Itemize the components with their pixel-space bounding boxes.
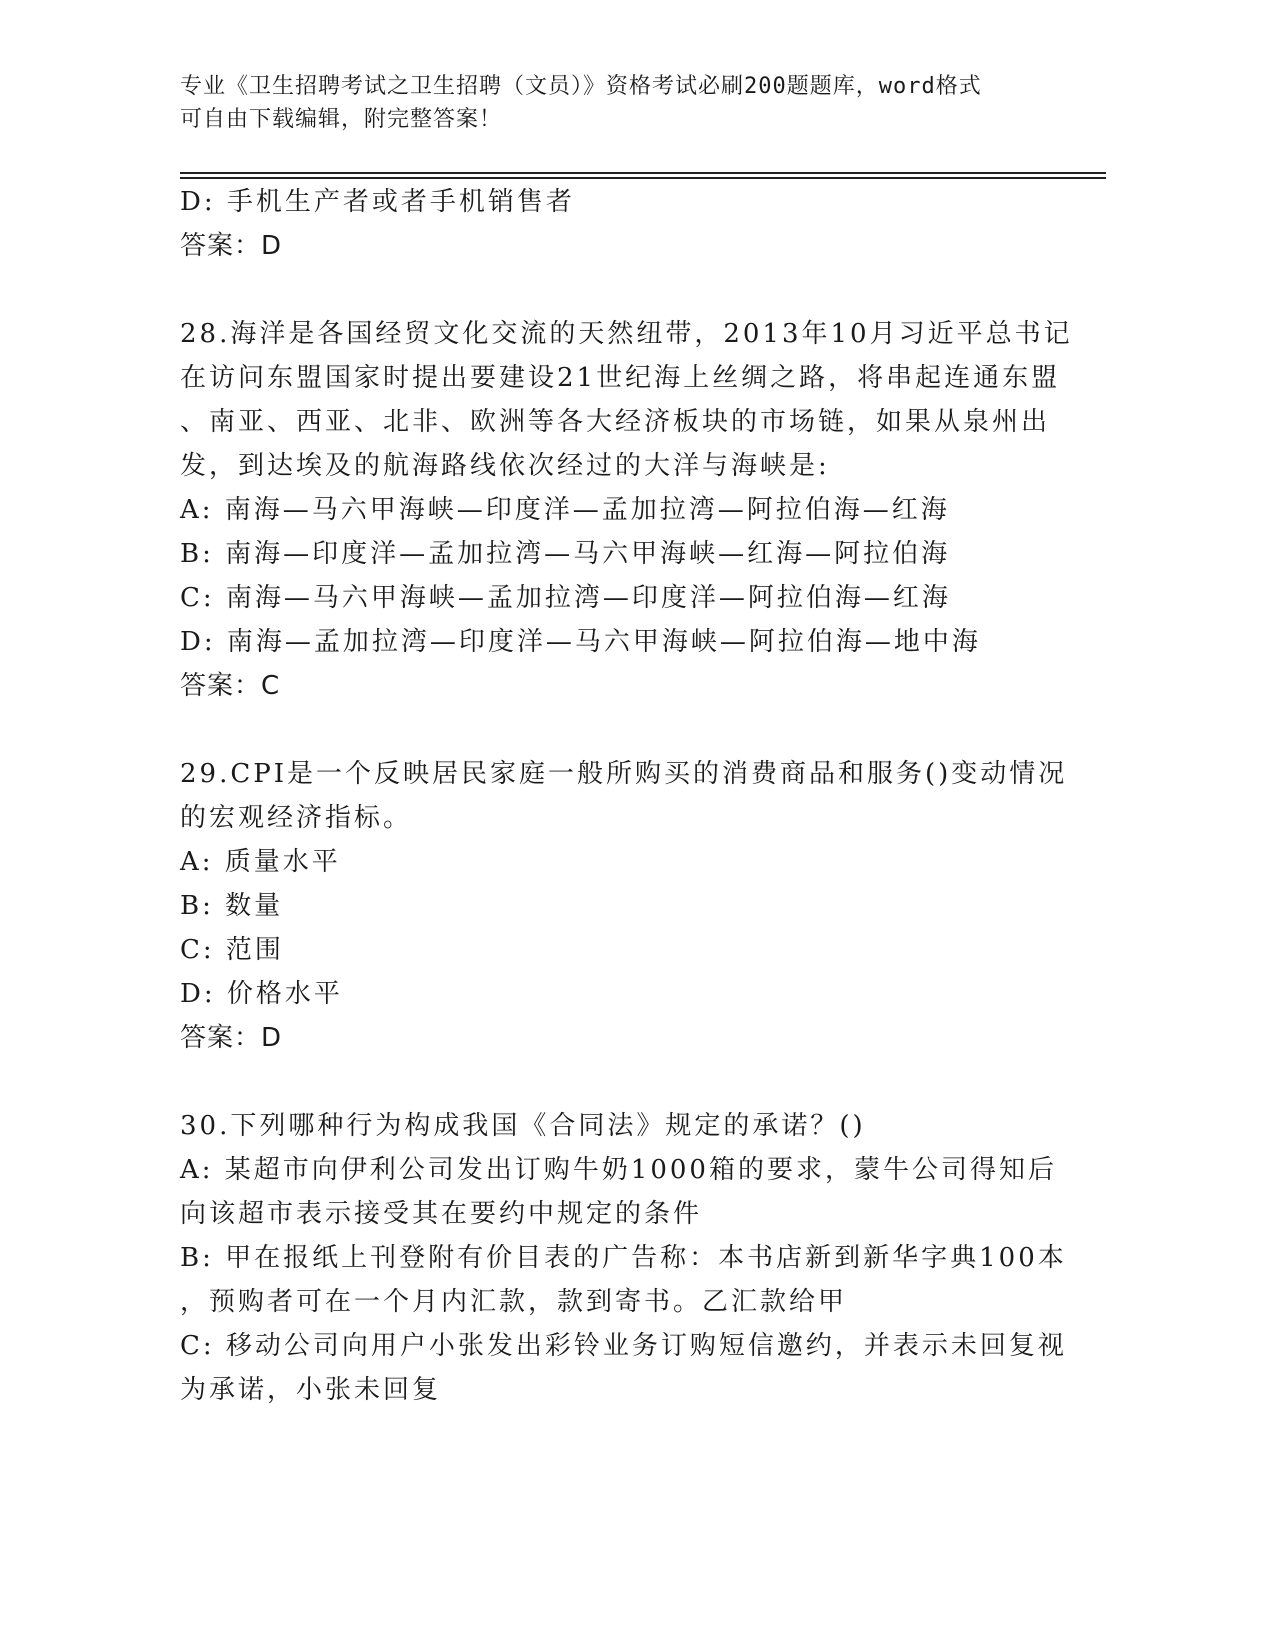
question-28-stem-line: 、南亚、西亚、北非、欧洲等各大经济板块的市场链，如果从泉州出 [180, 407, 1051, 437]
question-29-option-d: D: 价格水平 [180, 979, 343, 1009]
question-29-answer: 答案：D [180, 1023, 283, 1053]
question-27-option-d: D: 手机生产者或者手机销售者 [180, 187, 575, 217]
question-29-option-b: B: 数量 [180, 891, 284, 921]
question-30-option-b: B: 甲在报纸上刊登附有价目表的广告称：本书店新到新华字典100本 [180, 1243, 1067, 1273]
question-30-option-a: A: 某超市向伊利公司发出订购牛奶1000箱的要求，蒙牛公司得知后 [180, 1155, 1057, 1185]
question-28-option-b: B: 南海—印度洋—孟加拉湾—马六甲海峡—红海—阿拉伯海 [180, 539, 951, 569]
question-28-stem-line: 发，到达埃及的航海路线依次经过的大洋与海峡是: [180, 451, 830, 481]
header-line-1: 专业《卫生招聘考试之卫生招聘（文员）》资格考试必刷200题题库，word格式 [180, 74, 982, 99]
spacer [180, 1060, 1040, 1104]
question-29-stem-line: 的宏观经济指标。 [180, 803, 413, 833]
page-header [180, 70, 1080, 136]
question-29-option-c: C: 范围 [180, 935, 284, 965]
question-30-stem-line: 30.下列哪种行为构成我国《合同法》规定的承诺？() [180, 1111, 866, 1141]
question-28 [180, 312, 1073, 708]
spacer [180, 708, 1040, 752]
question-29-stem-line: 29.CPI是一个反映居民家庭一般所购买的消费商品和服务()变动情况 [180, 759, 1068, 789]
document-body [180, 180, 1073, 1412]
question-28-answer: 答案：C [180, 671, 281, 701]
question-30-option-c: C: 移动公司向用户小张发出彩铃业务订购短信邀约，并表示未回复视 [180, 1331, 1067, 1361]
question-30-option-c-cont: 为承诺，小张未回复 [180, 1375, 442, 1405]
question-29 [180, 752, 1068, 1060]
question-27-answer: 答案：D [180, 231, 283, 261]
question-28-option-a: A: 南海—马六甲海峡—印度洋—孟加拉湾—阿拉伯海—红海 [180, 495, 950, 525]
spacer [180, 268, 1040, 312]
question-28-stem-line: 在访问东盟国家时提出要建设21世纪海上丝绸之路，将串起连通东盟 [180, 363, 1061, 393]
question-28-stem-line: 28.海洋是各国经贸文化交流的天然纽带，2013年10月习近平总书记 [180, 319, 1073, 349]
header-rule-top [180, 172, 1106, 174]
question-30 [180, 1104, 1067, 1412]
question-30-option-a-cont: 向该超市表示接受其在要约中规定的条件 [180, 1199, 703, 1229]
question-30-option-b-cont: ，预购者可在一个月内汇款，款到寄书。乙汇款给甲 [180, 1287, 848, 1317]
question-29-option-a: A: 质量水平 [180, 847, 341, 877]
question-28-option-c: C: 南海—马六甲海峡—孟加拉湾—印度洋—阿拉伯海—红海 [180, 583, 951, 613]
question-28-option-d: D: 南海—孟加拉湾—印度洋—马六甲海峡—阿拉伯海—地中海 [180, 627, 981, 657]
header-line-2: 可自由下载编辑，附完整答案！ [180, 107, 503, 132]
header-rule-bottom [180, 177, 1106, 179]
